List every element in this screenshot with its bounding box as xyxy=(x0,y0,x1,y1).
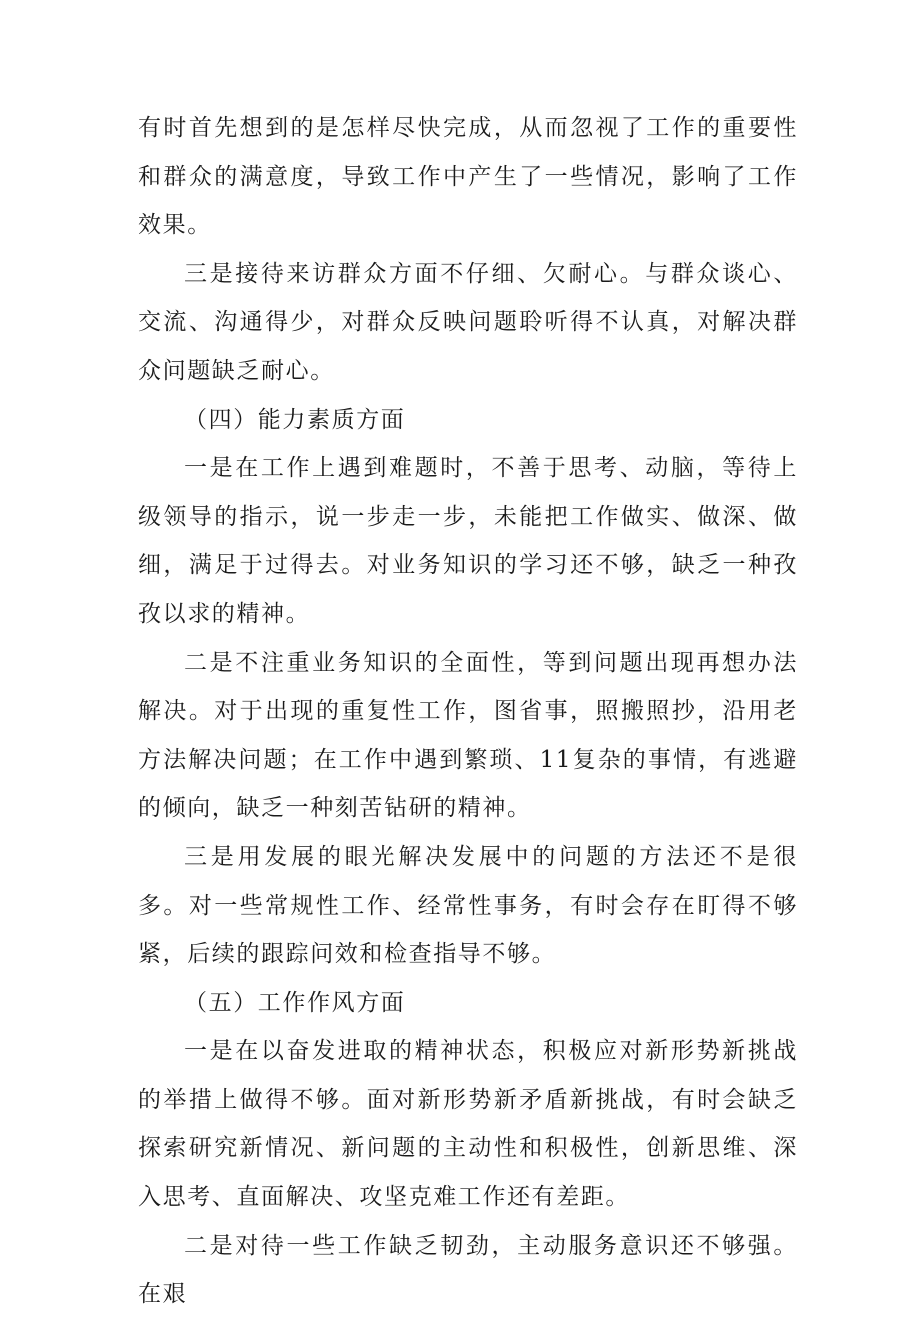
paragraph-work-style-1: 一是在以奋发进取的精神状态，积极应对新形势新挑战的举措上做得不够。面对新形势新矛盾新挑战，有时会缺乏探索研究新情况、新问题的主动性和积极性，创新思维、深入思考、直面解决、攻坚克难工作还有差距。 xyxy=(138,1038,798,1211)
paragraph-work-style-2: 二是对待一些工作缺乏韧劲，主动服务意识还不够强。在艰 xyxy=(138,1232,798,1308)
paragraph-ability-1: 一是在工作上遇到难题时，不善于思考、动脑，等待上级领导的指示，说一步走一步，未能把工作做实、做深、做细，满足于过得去。对业务知识的学习还不够，缺乏一种孜孜以求的精神。 xyxy=(138,455,798,627)
document-page xyxy=(138,104,798,1319)
section-heading-ability: （四）能力素质方面 xyxy=(184,406,406,433)
paragraph-continuation: 有时首先想到的是怎样尽快完成，从而忽视了工作的重要性和群众的满意度，导致工作中产生了一些情况，影响了工作效果。 xyxy=(138,115,798,239)
paragraph-ability-3: 三是用发展的眼光解决发展中的问题的方法还不是很多。对一些常规性工作、经常性事务，有时会存在盯得不够紧，后续的跟踪问效和检查指导不够。 xyxy=(138,843,798,968)
paragraph-ability-2: 二是不注重业务知识的全面性，等到问题出现再想办法解决。对于出现的重复性工作，图省事，照搬照抄，沿用老方法解决问题；在工作中遇到繁琐、11复杂的事情，有逃避的倾向，缺乏一种刻苦钻研的精神。 xyxy=(138,649,798,822)
section-heading-work-style: （五）工作作风方面 xyxy=(184,989,406,1016)
paragraph-reception-patience: 三是接待来访群众方面不仔细、欠耐心。与群众谈心、交流、沟通得少，对群众反映问题聆听得不认真，对解决群众问题缺乏耐心。 xyxy=(138,260,798,384)
